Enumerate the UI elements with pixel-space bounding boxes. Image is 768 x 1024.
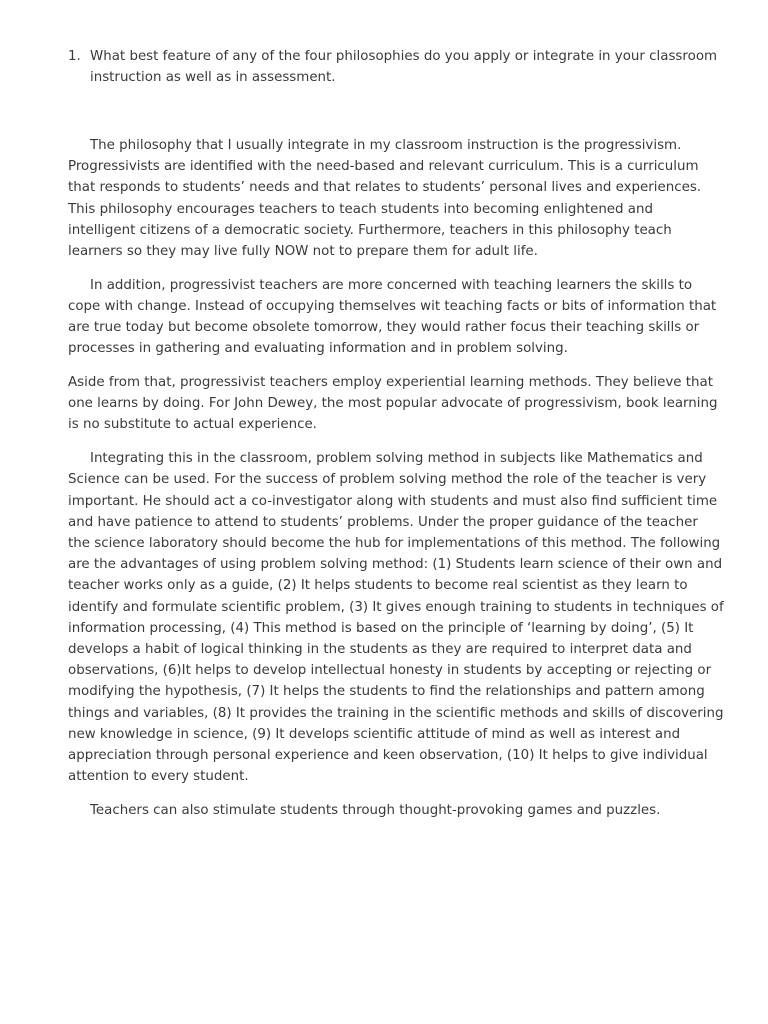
question-item [68,46,724,88]
document-page [68,46,724,834]
paragraph-problem-solving-method: Integrating this in the classroom, problem solving method in subjects like Mathematics and Science can be used. For the success of problem solving method the role of the teacher is very important. He should act a co-investigator along with students and must also find sufficient time and have patience to attend to students’ problems. Under the proper guidance of the teacher the science laboratory should become the hub for implementations of this method. The following are the advantages of using problem solving method: (1) Students learn science of their own and teacher works only as a guide, (2) It helps students to become real scientist as they learn to identify and formulate scientific problem, (3) It gives enough training to students in techniques of information processing, (4) This method is based on the principle of ‘learning by doing’, (5) It develops a habit of logical thinking in the students as they are required to interpret data and observations, (6)It helps to develop intellectual honesty in students by accepting or rejecting or modifying the hypothesis, (7) It helps the students to find the relationships and pattern among things and variables, (8) It provides the training in the scientific methods and skills of discovering new knowledge in science, (9) It develops scientific attitude of mind as well as interest and appreciation through personal experience and keen observation, (10) It helps to give individual attention to every student. [68,451,724,785]
paragraph-games-and-puzzles: Teachers can also stimulate students through thought-provoking games and puzzles. [90,802,661,818]
paragraph-coping-with-change: In addition, progressivist teachers are more concerned with teaching learners the skills to cope with change. Instead of occupying themselves wit teaching facts or bits of information that are true today but become obsolete tomorrow, they would rather focus their teaching skills or processes in gathering and evaluating information and in problem solving. [68,277,717,357]
paragraph-progressivism-intro: The philosophy that I usually integrate in my classroom instruction is the progressivism. Progressivists are identified with the need-based and relevant curriculum. This is a curriculum that responds to students’ needs and that relates to students’ personal lives and experiences. This philosophy encourages teachers to teach students into becoming enlightened and intelligent citizens of a democratic society. Furthermore, teachers in this philosophy teach learners so they may live fully NOW not to prepare them for adult life. [68,138,702,260]
question-number: 1. [68,49,81,64]
paragraph-experiential-learning: Aside from that, progressivist teachers employ experiential learning methods. They believe that one learns by doing. For John Dewey, the most popular advocate of progressivism, book learning is no substitute to actual experience. [68,375,718,433]
question-text: What best feature of any of the four philosophies do you apply or integrate in your classroom instruction as well as in assessment. [90,49,718,85]
